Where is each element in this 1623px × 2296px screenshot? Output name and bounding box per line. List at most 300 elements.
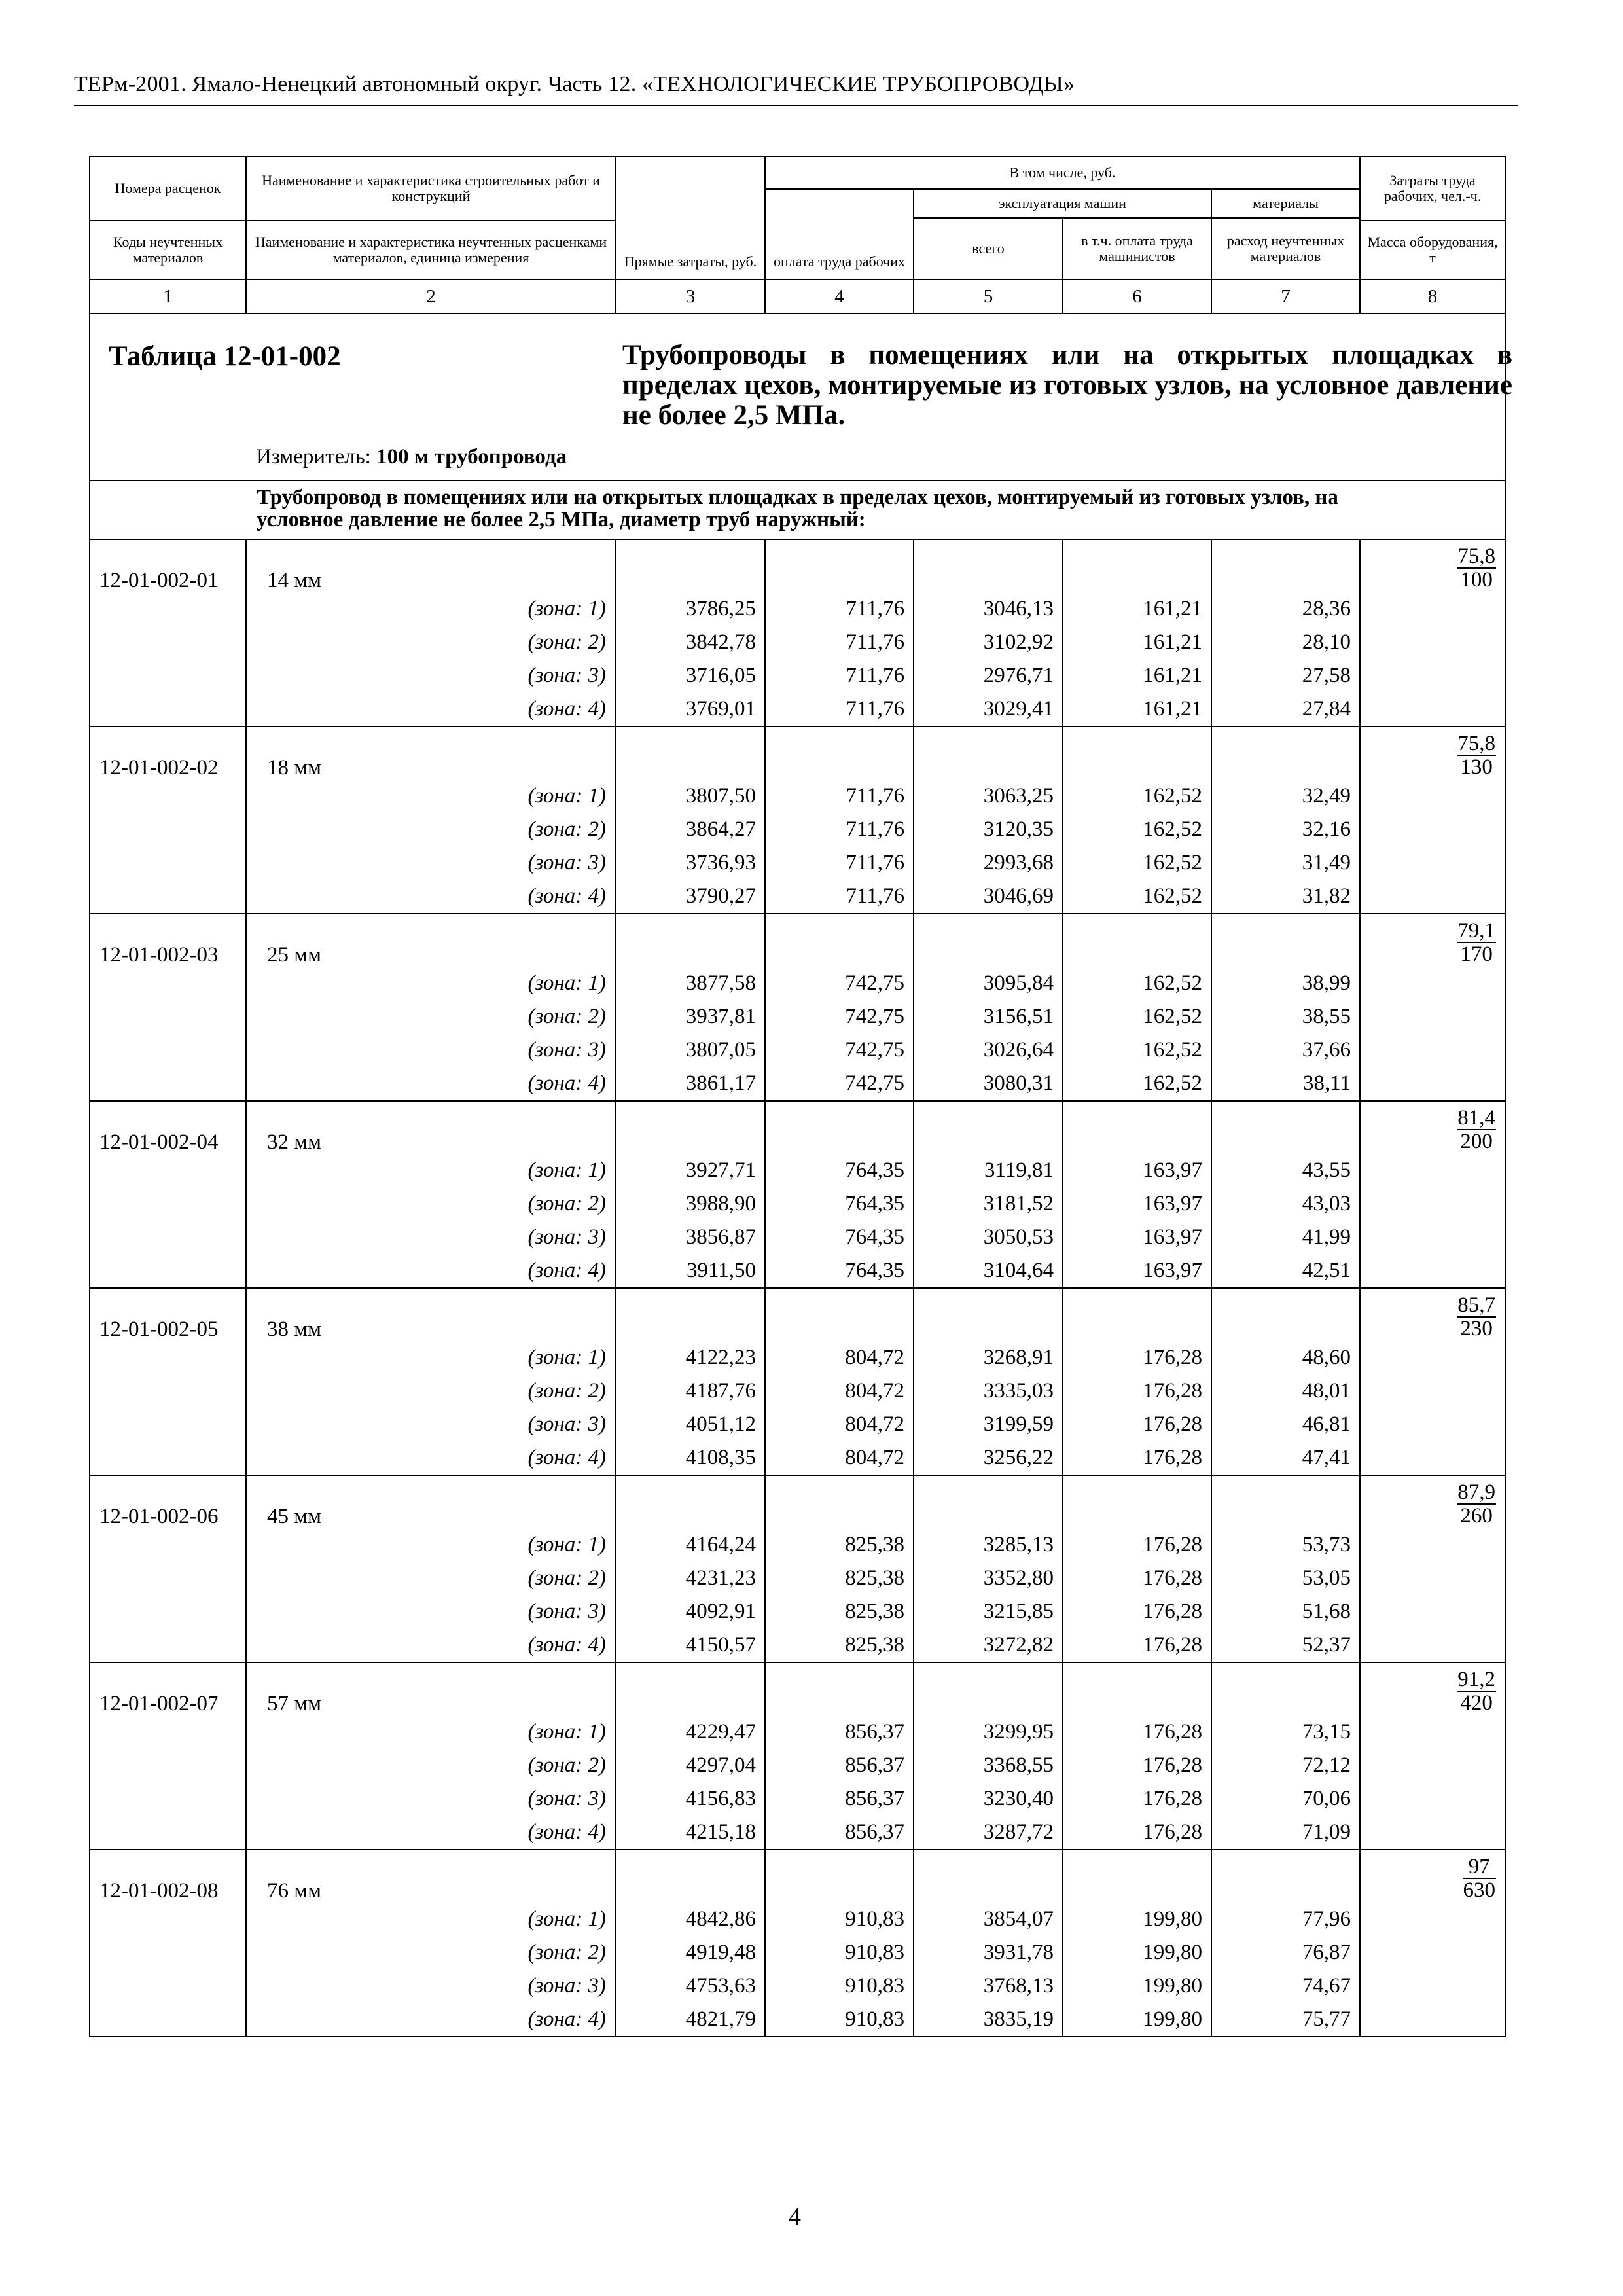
empty-cell: [90, 1816, 246, 1850]
labor-cost: 81,4: [1457, 1106, 1496, 1130]
worker-wages: 825,38: [765, 1628, 914, 1662]
empty-cell: [90, 780, 246, 813]
labor-mass-fraction: [1457, 920, 1496, 965]
empty-cell: [1211, 1288, 1360, 1341]
worker-wages: 742,75: [765, 1067, 914, 1101]
machine-operation-total: 3272,82: [914, 1628, 1063, 1662]
machinist-wages: 199,80: [1063, 1936, 1211, 1969]
empty-cell: [1063, 1101, 1211, 1154]
equipment-mass: 230: [1460, 1317, 1493, 1340]
empty-cell: [616, 726, 765, 780]
empty-cell: [1360, 1595, 1505, 1628]
empty-cell: [1360, 1715, 1505, 1749]
empty-cell: [765, 539, 914, 592]
materials: 42,51: [1211, 1254, 1360, 1288]
machinist-wages: 199,80: [1063, 1903, 1211, 1936]
machine-operation-total: 3080,31: [914, 1067, 1063, 1101]
empty-cell: [90, 1221, 246, 1254]
materials: 46,81: [1211, 1408, 1360, 1441]
rate-code: 12-01-002-01: [90, 539, 246, 592]
direct-costs: 4051,12: [616, 1408, 765, 1441]
zone-label: (зона: 4): [246, 1254, 616, 1288]
pipe-diameter: 76 мм: [246, 1850, 616, 1903]
machinist-wages: 163,97: [1063, 1221, 1211, 1254]
zone-label: (зона: 2): [246, 1187, 616, 1221]
direct-costs: 4919,48: [616, 1936, 765, 1969]
equipment-mass: 170: [1460, 942, 1493, 966]
zone-label: (зона: 4): [246, 1067, 616, 1101]
worker-wages: 711,76: [765, 659, 914, 692]
labor-mass-cell: [1360, 914, 1505, 967]
empty-cell: [90, 1154, 246, 1187]
empty-cell: [90, 1782, 246, 1816]
machine-operation-total: 3335,03: [914, 1374, 1063, 1408]
table-row: [90, 726, 1505, 780]
direct-costs: 4108,35: [616, 1441, 765, 1475]
empty-cell: [90, 1341, 246, 1374]
empty-cell: [90, 1374, 246, 1408]
machinist-wages: 176,28: [1063, 1341, 1211, 1374]
zone-row: [90, 1969, 1505, 2003]
empty-cell: [616, 1850, 765, 1903]
zone-row: [90, 659, 1505, 692]
empty-cell: [1360, 1154, 1505, 1187]
zone-row: [90, 2003, 1505, 2037]
table-number: Таблица 12-01-002: [109, 341, 341, 372]
zone-label: (зона: 2): [246, 1749, 616, 1782]
zone-label: (зона: 2): [246, 1562, 616, 1595]
zone-label: (зона: 1): [246, 1528, 616, 1562]
direct-costs: 3769,01: [616, 692, 765, 726]
empty-cell: [90, 1000, 246, 1033]
direct-costs: 4297,04: [616, 1749, 765, 1782]
col-header-zatraty-truda: Затраты труда рабочих, чел.-ч.: [1360, 156, 1505, 221]
table-row: [90, 1662, 1505, 1715]
empty-cell: [90, 880, 246, 914]
direct-costs: 4215,18: [616, 1816, 765, 1850]
worker-wages: 764,35: [765, 1187, 914, 1221]
empty-cell: [1211, 1850, 1360, 1903]
empty-cell: [616, 539, 765, 592]
zone-row: [90, 1816, 1505, 1850]
materials: 74,67: [1211, 1969, 1360, 2003]
machinist-wages: 162,52: [1063, 846, 1211, 880]
worker-wages: 711,76: [765, 592, 914, 626]
zone-label: (зона: 1): [246, 780, 616, 813]
table-row: [90, 539, 1505, 592]
empty-cell: [1063, 1475, 1211, 1528]
machinist-wages: 176,28: [1063, 1715, 1211, 1749]
pipe-diameter: 57 мм: [246, 1662, 616, 1715]
zone-row: [90, 1033, 1505, 1067]
direct-costs: 3927,71: [616, 1154, 765, 1187]
empty-cell: [90, 1187, 246, 1221]
worker-wages: 804,72: [765, 1441, 914, 1475]
zone-row: [90, 1154, 1505, 1187]
labor-mass-cell: [1360, 1101, 1505, 1154]
worker-wages: 711,76: [765, 626, 914, 659]
empty-cell: [616, 1662, 765, 1715]
empty-cell: [1211, 1662, 1360, 1715]
materials: 41,99: [1211, 1221, 1360, 1254]
empty-cell: [1211, 914, 1360, 967]
zone-label: (зона: 1): [246, 1341, 616, 1374]
empty-cell: [90, 846, 246, 880]
materials: 53,73: [1211, 1528, 1360, 1562]
direct-costs: 3786,25: [616, 592, 765, 626]
empty-cell: [90, 692, 246, 726]
empty-cell: [1063, 914, 1211, 967]
materials: 28,36: [1211, 592, 1360, 626]
machinist-wages: 176,28: [1063, 1441, 1211, 1475]
empty-cell: [1360, 592, 1505, 626]
empty-cell: [90, 1254, 246, 1288]
materials: 51,68: [1211, 1595, 1360, 1628]
empty-cell: [1360, 692, 1505, 726]
materials: 75,77: [1211, 2003, 1360, 2037]
machinist-wages: 162,52: [1063, 780, 1211, 813]
materials: 70,06: [1211, 1782, 1360, 1816]
worker-wages: 764,35: [765, 1254, 914, 1288]
zone-label: (зона: 4): [246, 880, 616, 914]
labor-mass-fraction: [1457, 1107, 1496, 1153]
zone-label: (зона: 2): [246, 626, 616, 659]
zone-row: [90, 880, 1505, 914]
table-row: [90, 1475, 1505, 1528]
zone-row: [90, 1562, 1505, 1595]
materials: 38,11: [1211, 1067, 1360, 1101]
empty-cell: [1360, 1067, 1505, 1101]
worker-wages: 742,75: [765, 967, 914, 1000]
empty-cell: [90, 2003, 246, 2037]
empty-cell: [1360, 1374, 1505, 1408]
empty-cell: [1360, 1000, 1505, 1033]
materials: 48,01: [1211, 1374, 1360, 1408]
machinist-wages: 199,80: [1063, 1969, 1211, 2003]
machinist-wages: 176,28: [1063, 1595, 1211, 1628]
col-number-8: 8: [1360, 279, 1505, 314]
empty-cell: [90, 1067, 246, 1101]
empty-cell: [1360, 659, 1505, 692]
empty-cell: [1360, 1033, 1505, 1067]
empty-cell: [1360, 1628, 1505, 1662]
empty-cell: [765, 1850, 914, 1903]
empty-cell: [1211, 726, 1360, 780]
direct-costs: 3911,50: [616, 1254, 765, 1288]
direct-costs: 4821,79: [616, 2003, 765, 2037]
empty-cell: [90, 1528, 246, 1562]
machine-operation-total: 3095,84: [914, 967, 1063, 1000]
empty-cell: [1360, 967, 1505, 1000]
labor-mass-fraction: [1457, 1668, 1496, 1714]
machine-operation-total: 3104,64: [914, 1254, 1063, 1288]
empty-cell: [914, 1850, 1063, 1903]
empty-cell: [1360, 880, 1505, 914]
direct-costs: 4229,47: [616, 1715, 765, 1749]
col-header-oplata-mashinistov: в т.ч. оплата труда машинистов: [1063, 218, 1211, 279]
zone-label: (зона: 2): [246, 1000, 616, 1033]
materials: 72,12: [1211, 1749, 1360, 1782]
equipment-mass: 200: [1460, 1130, 1493, 1153]
empty-cell: [1211, 1475, 1360, 1528]
materials: 47,41: [1211, 1441, 1360, 1475]
pipe-diameter: 32 мм: [246, 1101, 616, 1154]
zone-row: [90, 1441, 1505, 1475]
col-header-materialy: материалы: [1211, 189, 1360, 218]
empty-cell: [90, 1441, 246, 1475]
col-header-massa: Масса оборудования, т: [1360, 221, 1505, 279]
machine-operation-total: 3268,91: [914, 1341, 1063, 1374]
worker-wages: 742,75: [765, 1033, 914, 1067]
materials: 43,55: [1211, 1154, 1360, 1187]
col-header-v-tom-chisle: В том числе, руб.: [765, 156, 1360, 189]
empty-cell: [90, 1408, 246, 1441]
materials: 77,96: [1211, 1903, 1360, 1936]
empty-cell: [1360, 1528, 1505, 1562]
machinist-wages: 176,28: [1063, 1408, 1211, 1441]
col-header-ekspluatatsiya: эксплуатация машин: [914, 189, 1211, 218]
zone-label: (зона: 3): [246, 1782, 616, 1816]
zone-label: (зона: 4): [246, 692, 616, 726]
machine-operation-total: 3029,41: [914, 692, 1063, 726]
direct-costs: 3864,27: [616, 813, 765, 846]
zone-label: (зона: 2): [246, 813, 616, 846]
direct-costs: 4164,24: [616, 1528, 765, 1562]
header-rule: [74, 105, 1518, 106]
empty-cell: [1360, 1749, 1505, 1782]
machinist-wages: 162,52: [1063, 880, 1211, 914]
table-title-block: [90, 314, 1512, 480]
machinist-wages: 163,97: [1063, 1154, 1211, 1187]
equipment-mass: 130: [1460, 755, 1493, 779]
col-header-pryamye: Прямые затраты, руб.: [616, 156, 765, 279]
col-header-naimenovanie-neuchtennyh: Наименование и характеристика неучтенных расценками материалов, единица измерения: [246, 221, 616, 279]
empty-cell: [1211, 1101, 1360, 1154]
empty-cell: [1063, 726, 1211, 780]
materials: 53,05: [1211, 1562, 1360, 1595]
machine-operation-total: 3368,55: [914, 1749, 1063, 1782]
table-row: [90, 914, 1505, 967]
worker-wages: 910,83: [765, 2003, 914, 2037]
materials: 48,60: [1211, 1341, 1360, 1374]
machine-operation-total: 3285,13: [914, 1528, 1063, 1562]
col-header-kody: Коды неучтенных материалов: [90, 221, 246, 279]
zone-label: (зона: 3): [246, 1595, 616, 1628]
equipment-mass: 100: [1460, 568, 1493, 592]
labor-mass-fraction: [1457, 1481, 1496, 1527]
zone-row: [90, 1628, 1505, 1662]
direct-costs: 4092,91: [616, 1595, 765, 1628]
rate-code: 12-01-002-02: [90, 726, 246, 780]
pipe-diameter: 38 мм: [246, 1288, 616, 1341]
col-number-2: 2: [246, 279, 616, 314]
direct-costs: 4187,76: [616, 1374, 765, 1408]
direct-costs: 4231,23: [616, 1562, 765, 1595]
machine-operation-total: 3156,51: [914, 1000, 1063, 1033]
zone-label: (зона: 2): [246, 1374, 616, 1408]
empty-cell: [765, 726, 914, 780]
machinist-wages: 176,28: [1063, 1749, 1211, 1782]
worker-wages: 825,38: [765, 1595, 914, 1628]
machine-operation-total: 3119,81: [914, 1154, 1063, 1187]
empty-cell: [914, 726, 1063, 780]
direct-costs: 3807,05: [616, 1033, 765, 1067]
materials: 27,58: [1211, 659, 1360, 692]
empty-cell: [1360, 1187, 1505, 1221]
direct-costs: 3790,27: [616, 880, 765, 914]
machine-operation-total: 3835,19: [914, 2003, 1063, 2037]
empty-cell: [1360, 1816, 1505, 1850]
zone-label: (зона: 1): [246, 1154, 616, 1187]
zone-row: [90, 1221, 1505, 1254]
machine-operation-total: 2976,71: [914, 659, 1063, 692]
empty-cell: [90, 1715, 246, 1749]
labor-mass-cell: [1360, 726, 1505, 780]
worker-wages: 711,76: [765, 692, 914, 726]
table-title: Трубопроводы в помещениях или на открытых площадках в пределах цехов, монтируемые из готовых узлов, на условное давление не более 2,5 МПа.: [622, 340, 1512, 431]
machine-operation-total: 3102,92: [914, 626, 1063, 659]
machinist-wages: 162,52: [1063, 1067, 1211, 1101]
zone-label: (зона: 3): [246, 846, 616, 880]
labor-mass-cell: [1360, 1475, 1505, 1528]
rate-code: 12-01-002-04: [90, 1101, 246, 1154]
direct-costs: 4122,23: [616, 1341, 765, 1374]
empty-cell: [90, 1595, 246, 1628]
empty-cell: [90, 626, 246, 659]
zone-row: [90, 1595, 1505, 1628]
direct-costs: 3856,87: [616, 1221, 765, 1254]
machine-operation-total: 3256,22: [914, 1441, 1063, 1475]
col-header-naimenovanie: Наименование и характеристика строительных работ и конструкций: [246, 156, 616, 221]
labor-mass-fraction: [1457, 1294, 1496, 1340]
worker-wages: 910,83: [765, 1969, 914, 2003]
col-number-1: 1: [90, 279, 246, 314]
labor-cost: 87,9: [1457, 1480, 1496, 1504]
col-header-vsego: всего: [914, 218, 1063, 279]
empty-cell: [914, 539, 1063, 592]
measure-value: 100 м трубопровода: [376, 445, 567, 469]
direct-costs: 3842,78: [616, 626, 765, 659]
empty-cell: [1360, 1782, 1505, 1816]
worker-wages: 825,38: [765, 1562, 914, 1595]
zone-label: (зона: 4): [246, 1816, 616, 1850]
materials: 37,66: [1211, 1033, 1360, 1067]
machine-operation-total: 3026,64: [914, 1033, 1063, 1067]
zone-label: (зона: 4): [246, 1441, 616, 1475]
empty-cell: [765, 1662, 914, 1715]
machinist-wages: 176,28: [1063, 1562, 1211, 1595]
worker-wages: 804,72: [765, 1374, 914, 1408]
direct-costs: 3807,50: [616, 780, 765, 813]
zone-label: (зона: 1): [246, 592, 616, 626]
empty-cell: [1360, 1408, 1505, 1441]
worker-wages: 764,35: [765, 1154, 914, 1187]
empty-cell: [90, 1936, 246, 1969]
materials: 32,16: [1211, 813, 1360, 846]
zone-row: [90, 1067, 1505, 1101]
worker-wages: 825,38: [765, 1528, 914, 1562]
materials: 73,15: [1211, 1715, 1360, 1749]
zone-row: [90, 1715, 1505, 1749]
materials: 52,37: [1211, 1628, 1360, 1662]
materials: 28,10: [1211, 626, 1360, 659]
zone-row: [90, 1749, 1505, 1782]
empty-cell: [765, 1101, 914, 1154]
empty-cell: [914, 1288, 1063, 1341]
empty-cell: [90, 592, 246, 626]
zone-row: [90, 626, 1505, 659]
machine-operation-total: 3063,25: [914, 780, 1063, 813]
labor-cost: 79,1: [1457, 919, 1496, 942]
empty-cell: [1063, 1662, 1211, 1715]
equipment-mass: 630: [1463, 1878, 1496, 1902]
machinist-wages: 161,21: [1063, 626, 1211, 659]
subtitle: Трубопровод в помещениях или на открытых площадках в пределах цехов, монтируемый из готовых узлов, на условное давление не более 2,5 МПа, диаметр труб наружный:: [257, 486, 1338, 531]
zone-row: [90, 1903, 1505, 1936]
machinist-wages: 176,28: [1063, 1528, 1211, 1562]
zone-row: [90, 1936, 1505, 1969]
col-header-nomera: Номера расценок: [90, 156, 246, 221]
empty-cell: [765, 1288, 914, 1341]
machine-operation-total: 3050,53: [914, 1221, 1063, 1254]
empty-cell: [90, 1969, 246, 2003]
empty-cell: [90, 1903, 246, 1936]
empty-cell: [1360, 780, 1505, 813]
machinist-wages: 162,52: [1063, 1000, 1211, 1033]
rate-code: 12-01-002-05: [90, 1288, 246, 1341]
measure-line: [256, 445, 567, 469]
equipment-mass: 260: [1460, 1504, 1493, 1528]
direct-costs: 3988,90: [616, 1187, 765, 1221]
zone-label: (зона: 1): [246, 1903, 616, 1936]
rate-code: 12-01-002-07: [90, 1662, 246, 1715]
empty-cell: [914, 1662, 1063, 1715]
page-header: ТЕРм-2001. Ямало-Ненецкий автономный округ. Часть 12. «ТЕХНОЛОГИЧЕСКИЕ ТРУБОПРОВОДЫ»: [74, 72, 1075, 96]
pipe-diameter: 45 мм: [246, 1475, 616, 1528]
empty-cell: [1360, 813, 1505, 846]
machinist-wages: 162,52: [1063, 813, 1211, 846]
machine-operation-total: 2993,68: [914, 846, 1063, 880]
direct-costs: 4150,57: [616, 1628, 765, 1662]
empty-cell: [1360, 626, 1505, 659]
worker-wages: 910,83: [765, 1903, 914, 1936]
direct-costs: 3736,93: [616, 846, 765, 880]
col-number-3: 3: [616, 279, 765, 314]
empty-cell: [1211, 539, 1360, 592]
col-number-5: 5: [914, 279, 1063, 314]
col-number-4: 4: [765, 279, 914, 314]
machinist-wages: 199,80: [1063, 2003, 1211, 2037]
zone-label: (зона: 4): [246, 1628, 616, 1662]
zone-row: [90, 780, 1505, 813]
empty-cell: [90, 1749, 246, 1782]
rates-table: [89, 156, 1512, 2037]
materials: 27,84: [1211, 692, 1360, 726]
empty-cell: [90, 659, 246, 692]
labor-cost: 85,7: [1457, 1293, 1496, 1317]
zone-label: (зона: 3): [246, 1033, 616, 1067]
worker-wages: 856,37: [765, 1816, 914, 1850]
zone-label: (зона: 1): [246, 1715, 616, 1749]
pipe-diameter: 25 мм: [246, 914, 616, 967]
table-row: [90, 1288, 1505, 1341]
labor-cost: 75,8: [1457, 732, 1496, 755]
machinist-wages: 176,28: [1063, 1782, 1211, 1816]
empty-cell: [1360, 1936, 1505, 1969]
empty-cell: [616, 1288, 765, 1341]
empty-cell: [914, 1101, 1063, 1154]
empty-cell: [765, 914, 914, 967]
